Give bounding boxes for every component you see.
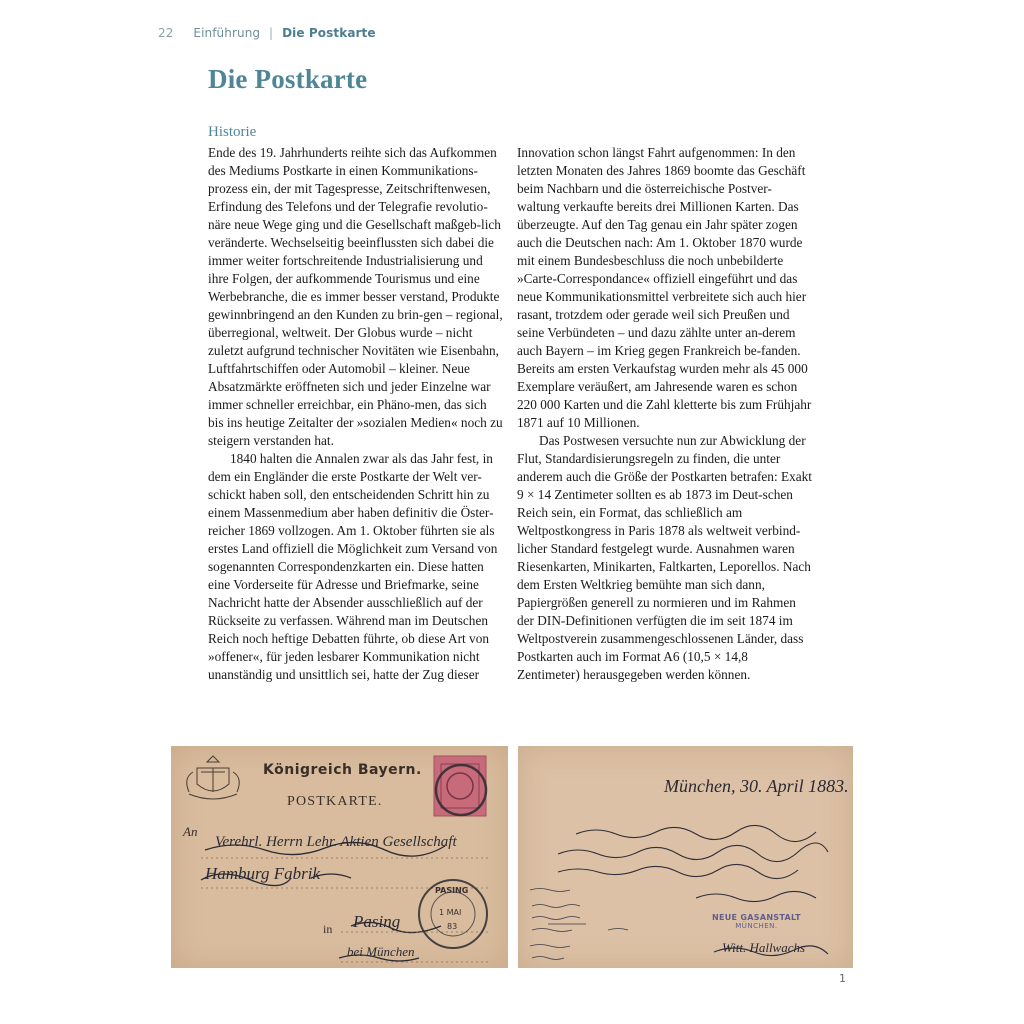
handwritten-address-line2: Hamburg Fabrik — [205, 864, 321, 883]
signature: Witt. Hallwachs — [722, 940, 806, 955]
postcard-front-drawing — [171, 746, 508, 968]
postkarte-label: POSTKARTE. — [287, 794, 383, 809]
an-label: An — [183, 824, 198, 839]
running-head-separator: | — [269, 26, 274, 40]
postmark-year: 83 — [447, 922, 458, 931]
coat-of-arms-icon — [187, 756, 240, 799]
in-label: in — [323, 922, 333, 936]
postmark-date: 1 MAI — [439, 908, 462, 917]
chapter-name: Einführung — [193, 26, 261, 40]
ledger-notes — [530, 889, 628, 969]
text-column-right — [517, 144, 812, 684]
folio-number: 1 — [839, 972, 846, 985]
current-section: Die Postkarte — [282, 26, 376, 40]
section-heading: Historie — [208, 124, 257, 140]
paragraph: Ende des 19. Jahrhunderts reihte sich das Aufkommen des Mediums Postkarte in einen Kommunikations-prozess ein, der mit Tagespresse, Zeitschriftenwesen, Erfindung des Telefons und der Telegrafie revolutio-näre neue Wege ging und die Gesellschaft maßgeb-lich veränderte. Wechselseitig beeinflussten sich dabei die immer weiter fortschreitende Industrialisierung und ihre Folgen, der aufkommende Tourismus und eine Werbebranche, die es immer besser verstand, Produkte gewinnbringend an den Kunden zu brin-gen – regional, überregional, weltweit. Der Globus wurde – nicht zuletzt aufgrund technischer Novitäten wie Eisenbahn, Luftfahrtschiffen oder Automobil – kleiner. Neue Absatzmärkte eröffneten sich und jeder Einzelne war immer schneller erreichbar, ein Phäno-men, das sich bis ins heutige Zeitalter der »sozialen Medien« noch zu steigern verstanden hat. — [208, 145, 503, 448]
postcard-front-image — [171, 746, 508, 968]
page-number: 22 — [158, 26, 174, 40]
kingdom-label: Königreich Bayern. — [263, 762, 422, 778]
postcard-back-image — [518, 746, 853, 968]
paragraph: 1840 halten die Annalen zwar als das Jahr fest, in dem ein Engländer die erste Postkarte der Welt ver-schickt haben soll, den entscheidenden Schritt hin zu einem Massenmedium aber haben definitiv die Öster-reicher 1869 vollzogen. Am 1. Oktober führten sie als erstes Land offiziell die Möglichkeit zum Versand von sogenannten Correspondenzkarten ein. Diese hatten eine Vorderseite für Adresse und Briefmarke, seine Nachricht hatte der Absender ausschließlich auf der Rückseite zu verfassen. Während man im Deutschen Reich noch heftige Debatten führte, ob diese Art von »offener«, für jeden lesbarer Kommunikation nicht unanständig und unsittlich sei, hatte der Zug dieser — [208, 451, 498, 682]
handwritten-city: Pasing — [353, 912, 401, 931]
postmark-town: PASING — [435, 886, 469, 895]
company-stamp — [712, 913, 801, 930]
handwritten-letter-scribbles — [558, 825, 828, 901]
company-stamp-name: NEUE GASANSTALT — [712, 913, 801, 922]
handwritten-region: bei München — [347, 944, 415, 959]
running-head — [158, 26, 376, 40]
paragraph: Innovation schon längst Fahrt aufgenommen: In den letzten Monaten des Jahres 1869 boomte das Geschäft beim Nachbarn und die österreichische Postver-waltung verkaufte bereits drei Millionen Karten. Das überzeugte. Auf den Tag genau ein Jahr später zogen auch die Deutschen nach: Am 1. Oktober 1870 wurde mit einem Bundesbeschluss die noch unbebilderte »Carte-Correspondance« offiziell eingeführt und das neue Kommunikationsmittel verbreitete sich auch hier rasant, trotzdem oder gerade weil sich Preußen und seine Verbündeten – und dazu zählte unter an-derem auch Bayern – im Krieg gegen Frankreich be-fanden. Bereits am ersten Verkaufstag wurden mehr als 45 000 Exemplare veräußert, am Jahresende waren es schon 220 000 Karten und die Zahl kletterte bis zum Frühjahr 1871 auf 10 Millionen. — [517, 145, 812, 430]
paragraph: Das Postwesen versuchte nun zur Abwicklung der Flut, Standardisierungsregeln zu finden, die unter anderem auch die Größe der Postkarten betrafen: Exakt 9 × 14 Zentimeter sollten es ab 1873 im Deut-schen Reich sein, ein Format, das schließlich am Weltpostkongress in Paris 1878 als weltweit verbind-licher Standard festgelegt wurde. Ausnahmen waren Riesenkarten, Minikarten, Faltkarten, Leporellos. Nach dem Ersten Weltkrieg bemühte man sich dann, Papiergrößen generell zu normieren und im Rahmen der DIN-Definitionen verfügten die im seit 1874 im Weltpostverein zusammengeschlossenen Länder, dass Postkarten auch im Format A6 (10,5 × 14,8 Zentimeter) herausgegeben werden können. — [517, 433, 812, 682]
company-stamp-city: MÜNCHEN. — [735, 922, 778, 930]
text-column-left — [208, 144, 503, 684]
page-title: Die Postkarte — [208, 64, 368, 94]
letter-date-line: München, 30. April 1883. — [664, 776, 849, 796]
handwritten-address-line1: Verehrl. Herrn Lehr. Aktien Gesellschaft — [215, 834, 457, 850]
